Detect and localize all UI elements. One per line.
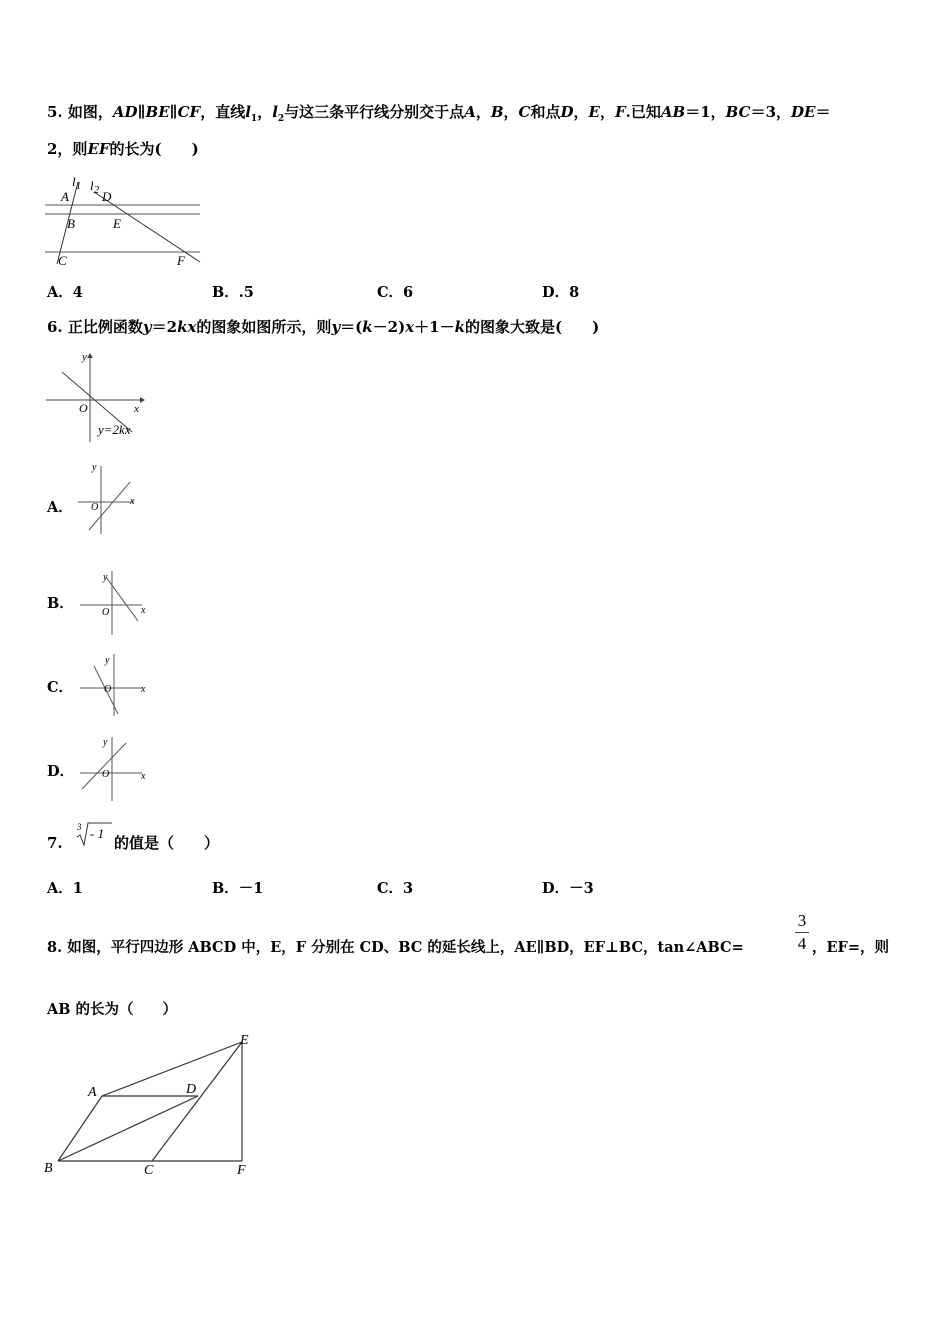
q7-option-c[interactable]: C．3 bbox=[377, 880, 414, 897]
label-B: B bbox=[67, 216, 75, 231]
fraction-numerator: 3 bbox=[797, 911, 807, 930]
q6-option-a[interactable]: A． bbox=[47, 499, 73, 516]
axis-label-y: y bbox=[82, 351, 87, 363]
x-axis-arrow-icon bbox=[140, 397, 145, 403]
axis-label-y: y bbox=[92, 462, 97, 473]
axis-label-x: x bbox=[134, 403, 139, 415]
y-axis-arrow-icon bbox=[87, 353, 93, 358]
q6-option-d[interactable]: D． bbox=[47, 763, 75, 780]
label-D: D bbox=[102, 189, 112, 204]
label-F: F bbox=[177, 253, 185, 268]
q5-option-a[interactable]: A．4 bbox=[47, 284, 83, 301]
q7-stem-text: 的值是（ ） bbox=[114, 834, 220, 852]
q5-figure bbox=[40, 170, 210, 270]
graph-line bbox=[106, 577, 138, 621]
axis-label-y: y bbox=[103, 572, 108, 583]
q6-option-b-graph[interactable] bbox=[78, 567, 153, 639]
axis-label-x: x bbox=[141, 605, 146, 616]
axis-label-x: x bbox=[130, 496, 135, 507]
origin-label: O bbox=[102, 607, 110, 618]
q7-stem: 7. bbox=[47, 834, 63, 852]
fraction-denominator: 4 bbox=[797, 934, 807, 953]
graph-line bbox=[82, 743, 126, 789]
label-F: F bbox=[237, 1163, 246, 1178]
origin-label: O bbox=[79, 401, 88, 415]
q6-stem: 6. 正比例函数y＝2kx的图象如图所示，则y＝(k－2)x＋1－k的图象大致是( ) bbox=[47, 318, 600, 336]
q6-option-c-graph[interactable] bbox=[78, 650, 153, 720]
axis-label-x: x bbox=[141, 684, 146, 695]
label-E: E bbox=[240, 1033, 249, 1048]
q8-line1: 8. 如图，平行四边形 ABCD 中，E，F 分别在 CD、BC 的延长线上，AE∥BD，EF⊥BC，tan∠ABC= bbox=[47, 939, 744, 956]
fraction-bar bbox=[795, 932, 809, 933]
label-A: A bbox=[88, 1085, 97, 1100]
radicand: - 1 bbox=[90, 826, 105, 841]
origin-label: O bbox=[102, 769, 110, 780]
q6-main-figure bbox=[44, 350, 154, 445]
q8-figure bbox=[40, 1028, 270, 1178]
axis-label-y: y bbox=[105, 655, 110, 666]
q5-option-b[interactable]: B．.5 bbox=[212, 284, 254, 301]
label-l1: $l_1$ bbox=[72, 174, 82, 192]
q6-option-d-graph[interactable] bbox=[78, 733, 153, 803]
q6-option-c[interactable]: C． bbox=[47, 679, 74, 696]
q8-fraction bbox=[795, 912, 809, 953]
origin-label: O bbox=[104, 684, 112, 695]
axis-label-x: x bbox=[141, 771, 146, 782]
q5-line1: 5. 如图，AD∥BE∥CF，直线$l_1$，$l_2$与这三条平行线分别交于点A，B，C和点D，E，F.已知AB＝1，BC＝3，DE＝ bbox=[47, 103, 831, 124]
label-E: E bbox=[113, 216, 121, 231]
label-C: C bbox=[58, 253, 67, 268]
origin-label: O bbox=[91, 502, 99, 513]
q8-line2: AB 的长为（ ） bbox=[47, 1001, 178, 1018]
root-index: 3 bbox=[77, 822, 82, 832]
label-l2: $l_2$ bbox=[90, 178, 100, 196]
function-label: y=2kx bbox=[98, 422, 131, 437]
label-C: C bbox=[144, 1163, 154, 1178]
q6-option-a-graph[interactable] bbox=[76, 460, 146, 538]
axis-label-y: y bbox=[103, 737, 108, 748]
label-D: D bbox=[186, 1082, 197, 1097]
q7-option-b[interactable]: B．－1 bbox=[212, 880, 264, 897]
q7-option-a[interactable]: A．1 bbox=[47, 880, 83, 897]
q5-option-c[interactable]: C．6 bbox=[377, 284, 414, 301]
q7-cube-root bbox=[74, 820, 114, 850]
q7-option-d[interactable]: D．－3 bbox=[542, 880, 594, 897]
label-B: B bbox=[44, 1161, 53, 1176]
q5-option-d[interactable]: D．8 bbox=[542, 284, 580, 301]
label-A: A bbox=[61, 189, 69, 204]
q8-line1-end: ，EF=，则 bbox=[812, 939, 889, 956]
q5-line2: 2，则EF的长为( ) bbox=[47, 140, 199, 158]
q6-option-b[interactable]: B． bbox=[47, 595, 74, 612]
